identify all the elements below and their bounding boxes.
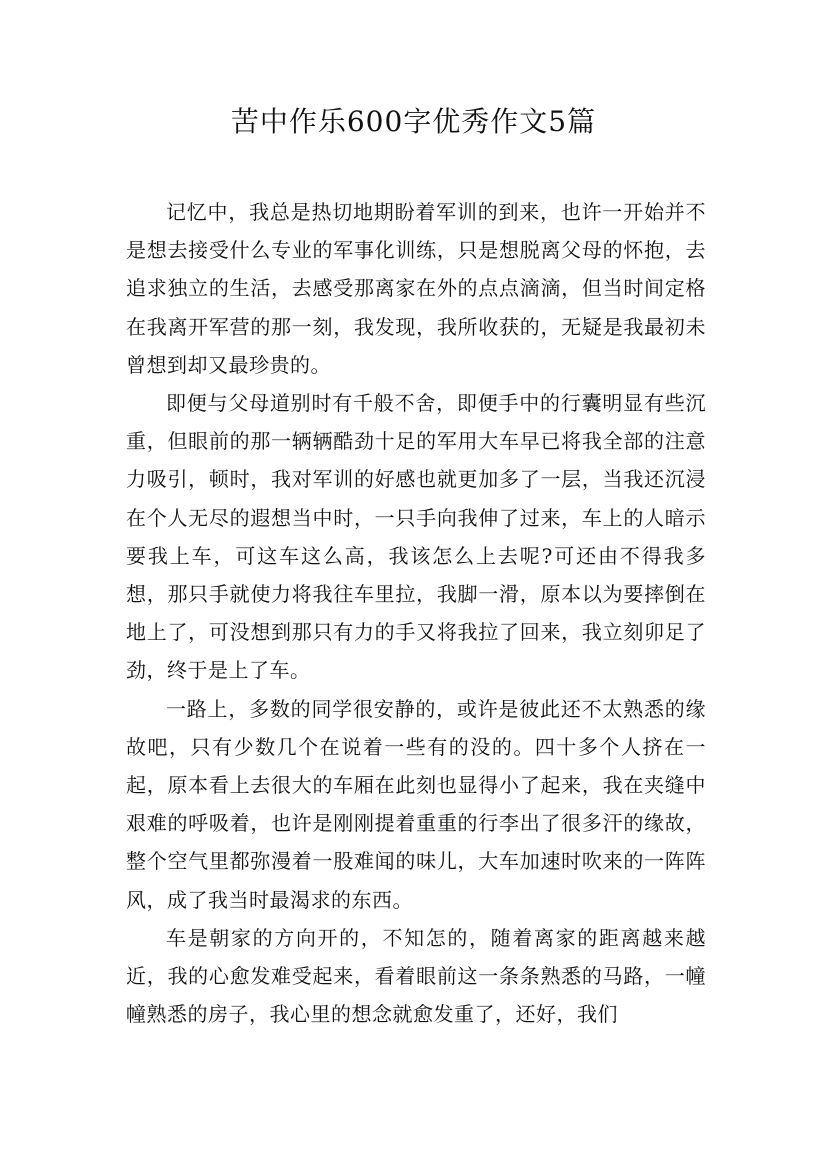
paragraph: 车是朝家的方向开的，不知怎的，随着离家的距离越来越近，我的心愈发难受起来，看着眼前这一条条熟悉的马路，一幢幢熟悉的房子，我心里的想念就愈发重了，还好，我们 xyxy=(126,925,706,1027)
paragraph: 记忆中，我总是热切地期盼着军训的到来，也许一开始并不是想去接受什么专业的军事化训练，只是想脱离父母的怀抱，去追求独立的生活，去感受那离家在外的点点滴滴，但当时间定格在我离开军营的那一刻，我发现，我所收获的，无疑是我最初未曾想到却又最珍贵的。 xyxy=(126,200,706,377)
document-body xyxy=(126,193,706,1033)
paragraph: 一路上，多数的同学很安静的，或许是彼此还不太熟悉的缘故吧，只有少数几个在说着一些有的没的。四十多个人挤在一起，原本看上去很大的车厢在此刻也显得小了起来，我在夹缝中艰难的呼吸着，也许是刚刚提着重重的行李出了很多汗的缘故，整个空气里都弥漫着一股难闻的味儿，大车加速时吹来的一阵阵风，成了我当时最渴求的东西。 xyxy=(126,696,706,912)
document-title: 苦中作乐600字优秀作文5篇 xyxy=(230,105,597,138)
paragraph: 即便与父母道别时有千般不舍，即便手中的行囊明显有些沉重，但眼前的那一辆辆酷劲十足的军用大车早已将我全部的注意力吸引，顿时，我对军训的好感也就更加多了一层，当我还沉浸在个人无尽的遐想当中时，一只手向我伸了过来，车上的人暗示要我上车，可这车这么高，我该怎么上去呢?可还由不得我多想，那只手就使力将我往车里拉，我脚一滑，原本以为要摔倒在地上了，可没想到那只有力的手又将我拉了回来，我立刻卯足了劲，终于是上了车。 xyxy=(126,391,706,683)
